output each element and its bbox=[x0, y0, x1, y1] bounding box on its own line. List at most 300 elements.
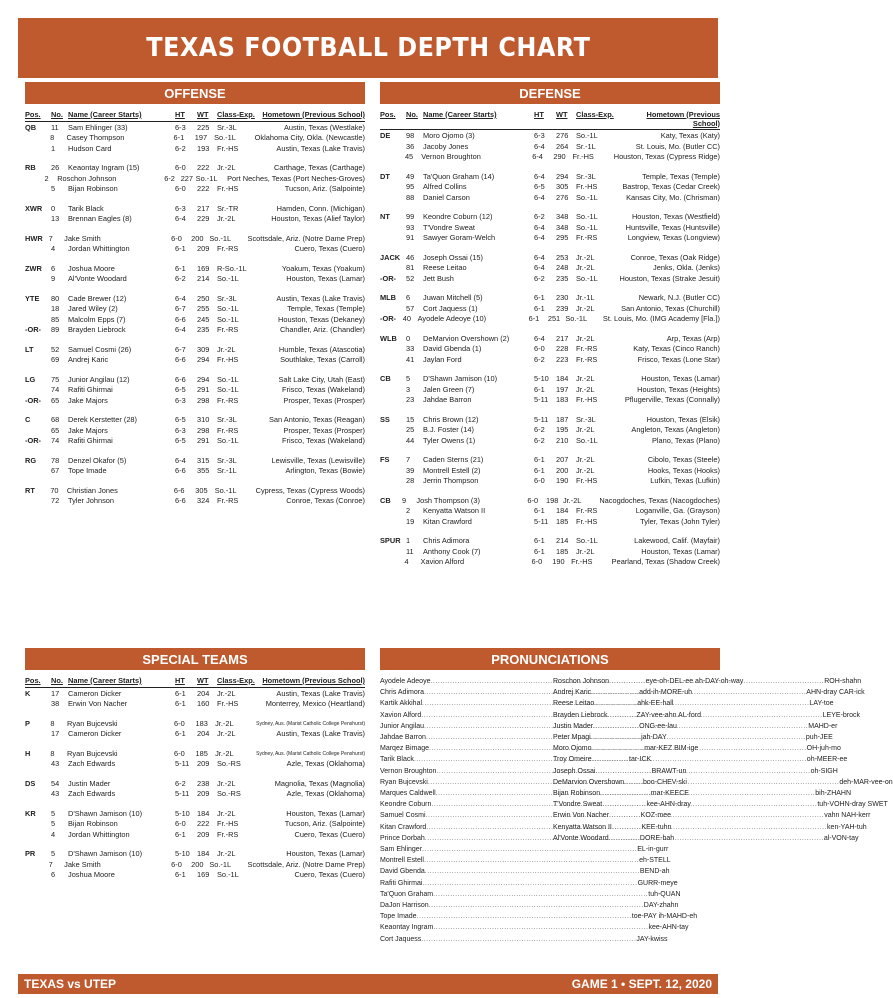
jersey-number-cell: 43 bbox=[51, 759, 60, 769]
position-cell: KR bbox=[25, 808, 36, 818]
height-cell: 6-3 bbox=[175, 122, 186, 132]
weight-cell: 295 bbox=[556, 233, 569, 243]
pronunciation-value: vahn NAH-kerr bbox=[824, 812, 871, 820]
group-spacer bbox=[25, 285, 365, 294]
pronunciation-row bbox=[553, 822, 867, 833]
class-exp-cell: Jr.-2L bbox=[562, 495, 582, 505]
jersey-number-cell: 5 bbox=[406, 374, 411, 384]
jersey-number-cell: 91 bbox=[406, 233, 415, 243]
height-cell: 6-1 bbox=[175, 729, 186, 739]
height-cell: 6-6 bbox=[175, 314, 186, 324]
pronunciation-name: Troy Omeire bbox=[553, 756, 592, 764]
weight-cell: 217 bbox=[556, 333, 569, 343]
pronunciation-row bbox=[553, 743, 841, 754]
height-cell: 6-0 bbox=[174, 748, 185, 758]
height-cell: 6-3 bbox=[175, 203, 186, 213]
height-cell: 6-0 bbox=[534, 344, 545, 354]
height-cell: 6-4 bbox=[534, 141, 545, 151]
hometown-cell: Tucson, Ariz. (Salpointe) bbox=[284, 819, 365, 829]
pronunciation-name: Xavion Alford bbox=[380, 711, 422, 719]
pronunciation-value: boo-CHEV-ski bbox=[643, 778, 687, 786]
weight-cell: 190 bbox=[552, 557, 565, 567]
position-cell: SS bbox=[380, 414, 390, 424]
player-name-cell: Jordan Whittington bbox=[68, 244, 130, 254]
jersey-number-cell: 0 bbox=[406, 333, 411, 343]
player-name-cell: Ryan Bujcevski bbox=[67, 748, 118, 758]
table-row bbox=[380, 233, 720, 244]
table-row bbox=[25, 184, 365, 195]
height-cell: 6-1 bbox=[534, 506, 545, 516]
column-header-ht: HT bbox=[534, 110, 544, 119]
hometown-cell: Austin, Texas (Lake Travis) bbox=[276, 293, 365, 303]
class-exp-cell: So.-1L bbox=[217, 374, 239, 384]
pronunciation-row bbox=[380, 855, 671, 866]
hometown-cell: Houston, Texas (Strake Jesuit) bbox=[619, 273, 720, 283]
pronunciation-value: GURR-meye bbox=[637, 879, 678, 887]
player-name-cell: Cameron Dicker bbox=[68, 688, 122, 698]
player-name-cell: Joshua Moore bbox=[68, 263, 115, 273]
jersey-number-cell: 7 bbox=[48, 233, 53, 243]
position-cell: -OR- bbox=[25, 436, 42, 446]
pronunciation-name: Moro Ojomo bbox=[553, 745, 592, 753]
jersey-number-cell: 9 bbox=[402, 495, 407, 505]
player-name-cell: Ryan Bujcevski bbox=[67, 718, 118, 728]
height-cell: 6-0 bbox=[174, 718, 185, 728]
class-exp-cell: Sr.-1L bbox=[217, 466, 237, 476]
player-name-cell: Joshua Moore bbox=[68, 870, 115, 880]
class-exp-cell: So.-1L bbox=[217, 304, 239, 314]
jersey-number-cell: 5 bbox=[51, 808, 56, 818]
player-name-cell: Sam Ehlinger (33) bbox=[68, 122, 128, 132]
position-cell: DT bbox=[380, 171, 390, 181]
hometown-cell: Yoakum, Texas (Yoakum) bbox=[281, 263, 365, 273]
table-row bbox=[380, 557, 720, 568]
player-name-cell: B.J. Foster (14) bbox=[423, 425, 474, 435]
player-name-cell: Hudson Card bbox=[68, 143, 112, 153]
jersey-number-cell: 38 bbox=[51, 699, 60, 709]
position-cell: -OR- bbox=[25, 325, 42, 335]
pronunciation-value: DORE-bah bbox=[639, 834, 675, 842]
weight-cell: 185 bbox=[556, 516, 569, 526]
height-cell: 6-4 bbox=[534, 233, 545, 243]
pronunciation-name: Vernon Broughton bbox=[380, 767, 437, 775]
table-row bbox=[380, 142, 720, 153]
special-teams-table bbox=[25, 677, 365, 881]
class-exp-cell: Jr.-2L bbox=[576, 303, 595, 313]
column-header-no: No. bbox=[51, 676, 63, 685]
weight-cell: 235 bbox=[197, 325, 210, 335]
height-cell: 5-11 bbox=[534, 414, 549, 424]
jersey-number-cell: 17 bbox=[51, 729, 60, 739]
pronunciation-row bbox=[553, 777, 893, 788]
pronunciation-value: LAY-toe bbox=[809, 700, 834, 708]
pronunciation-value: JAY-kwiss bbox=[636, 935, 668, 943]
position-cell: HWR bbox=[25, 233, 43, 243]
jersey-number-cell: 1 bbox=[406, 536, 411, 546]
table-row bbox=[380, 506, 720, 517]
hometown-cell: Houston, Texas (Cypress Ridge) bbox=[613, 152, 720, 162]
table-row bbox=[380, 395, 720, 406]
weight-cell: 209 bbox=[197, 759, 210, 769]
weight-cell: 185 bbox=[556, 546, 569, 556]
player-name-cell: Junior Angilau (12) bbox=[68, 374, 130, 384]
height-cell: 6-1 bbox=[534, 536, 545, 546]
table-row bbox=[25, 749, 365, 760]
hometown-cell: Houston, Texas (Lamar) bbox=[286, 808, 365, 818]
hometown-cell: Cuero, Texas (Cuero) bbox=[294, 244, 365, 254]
weight-cell: 214 bbox=[556, 536, 569, 546]
pronunciation-name: T'Vondre Sweat bbox=[553, 801, 603, 809]
group-spacer bbox=[25, 336, 365, 345]
pronunciation-row bbox=[553, 676, 862, 687]
class-exp-cell: Sr.-3L bbox=[217, 455, 237, 465]
height-cell: 6-2 bbox=[534, 273, 545, 283]
height-cell: 6-6 bbox=[175, 355, 186, 365]
hometown-cell: Sydney, Aus. (Marist Catholic College Penshurst) bbox=[256, 720, 365, 727]
player-name-cell: Rafiti Ghirmai bbox=[68, 436, 113, 446]
hometown-cell: Cuero, Texas (Cuero) bbox=[294, 870, 365, 880]
weight-cell: 298 bbox=[197, 425, 210, 435]
hometown-cell: Lakewood, Calif. (Mayfair) bbox=[634, 536, 720, 546]
weight-cell: 217 bbox=[197, 203, 210, 213]
table-row bbox=[25, 860, 365, 871]
jersey-number-cell: 4 bbox=[51, 244, 56, 254]
class-exp-cell: So.-1L bbox=[576, 222, 598, 232]
class-exp-cell: So.-1L bbox=[576, 536, 598, 546]
height-cell: 6-2 bbox=[175, 143, 186, 153]
pronunciation-name: Peter Mpagi bbox=[553, 734, 591, 742]
pronunciation-name: Junior Angilau bbox=[380, 722, 424, 730]
weight-cell: 298 bbox=[197, 395, 210, 405]
height-cell: 6-4 bbox=[175, 214, 186, 224]
jersey-number-cell: 43 bbox=[51, 789, 60, 799]
pronunciation-row bbox=[553, 833, 859, 844]
position-cell: -OR- bbox=[380, 314, 397, 324]
player-name-cell: Ayodele Adeoye (10) bbox=[417, 314, 487, 324]
pronunciation-name: David Gbenda bbox=[380, 868, 425, 876]
dot-leader bbox=[593, 721, 808, 732]
height-cell: 6-0 bbox=[531, 557, 543, 567]
table-header-row bbox=[25, 677, 365, 688]
hometown-cell: Salt Lake City, Utah (East) bbox=[278, 374, 365, 384]
pronunciation-name: Marques Caldwell bbox=[380, 790, 436, 798]
table-row bbox=[380, 385, 720, 396]
weight-cell: 200 bbox=[556, 465, 569, 475]
class-exp-cell: Sr.-1L bbox=[576, 141, 596, 151]
class-exp-cell: Fr.-HS bbox=[576, 182, 598, 192]
pronunciation-value: eh-STELL bbox=[639, 857, 671, 865]
weight-cell: 324 bbox=[197, 496, 210, 506]
class-exp-cell: Jr.-2L bbox=[576, 465, 595, 475]
hometown-cell: Lufkin, Texas (Lufkin) bbox=[650, 476, 720, 486]
pronunciation-name: Samuel Cosmi bbox=[380, 812, 426, 820]
hometown-cell: Tucson, Ariz. (Salpointe) bbox=[284, 184, 365, 194]
weight-cell: 229 bbox=[197, 214, 210, 224]
table-row bbox=[25, 174, 365, 185]
dot-leader bbox=[607, 710, 822, 721]
class-exp-cell: Jr.-2L bbox=[576, 425, 595, 435]
pronunciations-list bbox=[380, 676, 893, 945]
weight-cell: 250 bbox=[197, 293, 210, 303]
pronunciation-name: Al'Vonte Woodard bbox=[553, 834, 609, 842]
weight-cell: 209 bbox=[197, 829, 210, 839]
hometown-cell: Houston, Texas (Lamar) bbox=[641, 546, 720, 556]
pronunciation-value: bih-ZHAHN bbox=[815, 790, 852, 798]
table-row bbox=[25, 234, 365, 245]
class-exp-cell: Jr.-2L bbox=[217, 808, 236, 818]
jersey-number-cell: 75 bbox=[51, 374, 60, 384]
class-exp-cell: Jr.-1L bbox=[576, 293, 595, 303]
jersey-number-cell: 57 bbox=[406, 303, 415, 313]
player-name-cell: Jordan Whittington bbox=[68, 829, 130, 839]
height-cell: 6-0 bbox=[171, 233, 182, 243]
pronunciation-name: Justin Mader bbox=[553, 722, 594, 730]
position-cell: CB bbox=[380, 495, 391, 505]
player-name-cell: Chris Brown (12) bbox=[423, 414, 479, 424]
table-row bbox=[380, 304, 720, 315]
pronunciation-value: ken-YAH-tuh bbox=[827, 823, 867, 831]
height-cell: 6-2 bbox=[534, 435, 545, 445]
jersey-number-cell: 93 bbox=[406, 222, 415, 232]
player-name-cell: Cade Brewer (12) bbox=[68, 293, 127, 303]
pronunciation-name: Joseph Ossai bbox=[553, 767, 596, 775]
pronunciation-name: Andrej Karic bbox=[553, 689, 592, 697]
pronunciation-row bbox=[380, 866, 670, 877]
pronunciation-name: Tope Imade bbox=[380, 913, 417, 921]
weight-cell: 248 bbox=[556, 263, 569, 273]
special-teams-header: SPECIAL TEAMS bbox=[25, 648, 365, 670]
weight-cell: 348 bbox=[556, 212, 569, 222]
pronunciation-name: Marqez Bimage bbox=[380, 745, 430, 753]
dot-leader bbox=[595, 766, 810, 777]
class-exp-cell: Fr.-RS bbox=[217, 496, 239, 506]
jersey-number-cell: 5 bbox=[51, 819, 56, 829]
class-exp-cell: Fr.-HS bbox=[217, 819, 239, 829]
pronunciation-row bbox=[553, 766, 838, 777]
table-row bbox=[380, 263, 720, 274]
weight-cell: 235 bbox=[556, 273, 569, 283]
class-exp-cell: Fr.-HS bbox=[217, 355, 239, 365]
group-spacer bbox=[380, 203, 720, 212]
jersey-number-cell: 36 bbox=[406, 141, 415, 151]
class-exp-cell: So.-1L bbox=[214, 485, 237, 495]
player-name-cell: Chris Adimora bbox=[423, 536, 470, 546]
height-cell: 5-10 bbox=[175, 808, 190, 818]
jersey-number-cell: 7 bbox=[48, 859, 53, 869]
table-row bbox=[25, 849, 365, 860]
jersey-number-cell: 9 bbox=[51, 274, 56, 284]
hometown-cell: Houston, Texas (Lamar) bbox=[286, 274, 365, 284]
player-name-cell: Jaylan Ford bbox=[423, 354, 462, 364]
class-exp-cell: Fr.-RS bbox=[217, 829, 239, 839]
column-header-home: Hometown (Previous School) bbox=[262, 110, 365, 119]
table-row bbox=[380, 193, 720, 204]
weight-cell: 183 bbox=[195, 718, 208, 728]
jersey-number-cell: 8 bbox=[50, 133, 55, 143]
position-cell: H bbox=[25, 748, 31, 758]
jersey-number-cell: 54 bbox=[51, 778, 60, 788]
height-cell: 6-1 bbox=[534, 546, 545, 556]
pronunciation-name: Kitan Crawford bbox=[380, 823, 427, 831]
hometown-cell: Magnolia, Texas (Magnolia) bbox=[274, 778, 365, 788]
class-exp-cell: Sr.-3L bbox=[576, 414, 596, 424]
jersey-number-cell: 17 bbox=[51, 688, 60, 698]
player-name-cell: DeMarvion Overshown (2) bbox=[423, 333, 510, 343]
pronunciation-row bbox=[380, 844, 669, 855]
jersey-number-cell: 33 bbox=[406, 344, 415, 354]
weight-cell: 305 bbox=[556, 182, 569, 192]
weight-cell: 184 bbox=[197, 849, 210, 859]
group-spacer bbox=[380, 365, 720, 374]
class-exp-cell: Sr.-3L bbox=[217, 293, 237, 303]
pronunciation-name: Kenyatta Watson II bbox=[553, 823, 612, 831]
class-exp-cell: Jr.-2L bbox=[217, 214, 236, 224]
position-cell: DS bbox=[25, 778, 36, 788]
column-header-pos: Pos. bbox=[380, 110, 396, 119]
class-exp-cell: Jr.-2L bbox=[576, 263, 595, 273]
jersey-number-cell: 44 bbox=[406, 435, 415, 445]
dot-leader bbox=[609, 676, 824, 687]
height-cell: 6-3 bbox=[175, 425, 186, 435]
position-cell: ZWR bbox=[25, 263, 42, 273]
pronunciation-row bbox=[553, 810, 871, 821]
jersey-number-cell: 7 bbox=[406, 455, 411, 465]
pronunciation-row bbox=[553, 721, 838, 732]
table-row bbox=[380, 293, 720, 304]
jersey-number-cell: 52 bbox=[51, 344, 60, 354]
hometown-cell: Scottsdale, Ariz. (Notre Dame Prep) bbox=[247, 859, 366, 869]
class-exp-cell: Jr.-2L bbox=[217, 778, 236, 788]
weight-cell: 210 bbox=[556, 435, 569, 445]
weight-cell: 222 bbox=[197, 819, 210, 829]
position-cell: C bbox=[25, 415, 31, 425]
group-spacer bbox=[25, 740, 365, 749]
class-exp-cell: So.-1L bbox=[217, 436, 239, 446]
pronunciation-row bbox=[553, 754, 848, 765]
pronunciation-value: oh-MEER-ee bbox=[806, 756, 848, 764]
hometown-cell: Angleton, Texas (Angleton) bbox=[631, 425, 720, 435]
jersey-number-cell: 1 bbox=[51, 143, 56, 153]
table-row bbox=[380, 476, 720, 487]
table-row bbox=[25, 396, 365, 407]
group-spacer bbox=[25, 800, 365, 809]
pronunciation-value: ahk-EE-hall bbox=[637, 700, 674, 708]
hometown-cell: Arp, Texas (Arp) bbox=[666, 333, 720, 343]
player-name-cell: Caden Sterns (21) bbox=[423, 455, 484, 465]
table-row bbox=[25, 244, 365, 255]
group-spacer bbox=[25, 255, 365, 264]
hometown-cell: San Antonio, Texas (Churchill) bbox=[621, 303, 720, 313]
title-banner bbox=[18, 18, 718, 78]
class-exp-cell: So.-RS bbox=[217, 789, 241, 799]
pronunciation-row bbox=[380, 889, 681, 900]
column-header-wt: WT bbox=[197, 676, 209, 685]
jersey-number-cell: 46 bbox=[406, 252, 415, 262]
pronunciation-row bbox=[553, 687, 865, 698]
hometown-cell: Pflugerville, Texas (Connally) bbox=[624, 395, 720, 405]
pronunciation-name: Ryan Bujcevski bbox=[380, 778, 428, 786]
weight-cell: 183 bbox=[556, 395, 569, 405]
height-cell: 6-4 bbox=[534, 222, 545, 232]
height-cell: 6-4 bbox=[175, 293, 186, 303]
weight-cell: 225 bbox=[197, 122, 210, 132]
class-exp-cell: Fr.-RS bbox=[217, 325, 239, 335]
hometown-cell: Arlington, Texas (Bowie) bbox=[285, 466, 365, 476]
weight-cell: 294 bbox=[556, 171, 569, 181]
height-cell: 6-0 bbox=[534, 476, 545, 486]
player-name-cell: Jacoby Jones bbox=[423, 141, 469, 151]
pronunciation-name: Jahdae Barron bbox=[380, 734, 426, 742]
jersey-number-cell: 81 bbox=[406, 263, 415, 273]
table-row bbox=[25, 789, 365, 800]
table-row bbox=[25, 355, 365, 366]
height-cell: 6-1 bbox=[175, 699, 186, 709]
pronunciation-value: oh-SIGH bbox=[810, 767, 838, 775]
hometown-cell: St. Louis, Mo. (IMG Academy [Fla.]) bbox=[602, 314, 720, 324]
class-exp-cell: Fr.-HS bbox=[217, 699, 239, 709]
jersey-number-cell: 74 bbox=[51, 436, 60, 446]
position-cell: RT bbox=[25, 485, 35, 495]
class-exp-cell: So.-1L bbox=[576, 212, 598, 222]
class-exp-cell: Jr.-2L bbox=[576, 455, 595, 465]
group-spacer bbox=[25, 195, 365, 204]
table-row bbox=[25, 274, 365, 285]
hometown-cell: Austin, Texas (Westlake) bbox=[283, 122, 365, 132]
jersey-number-cell: 8 bbox=[50, 718, 55, 728]
pronunciation-row bbox=[553, 788, 852, 799]
hometown-cell: Houston, Texas (Dekaney) bbox=[278, 314, 365, 324]
jersey-number-cell: 67 bbox=[51, 466, 60, 476]
offense-depth-table bbox=[25, 111, 365, 507]
player-name-cell: Brayden Liebrock bbox=[68, 325, 126, 335]
jersey-number-cell: 6 bbox=[51, 263, 56, 273]
table-row bbox=[25, 214, 365, 225]
height-cell: 6-1 bbox=[534, 303, 545, 313]
weight-cell: 209 bbox=[197, 244, 210, 254]
height-cell: 5-10 bbox=[534, 374, 549, 384]
pronunciation-row bbox=[553, 698, 834, 709]
height-cell: 5-10 bbox=[175, 849, 190, 859]
pronunciation-name: Brayden Liebrock bbox=[553, 711, 608, 719]
hometown-cell: Prosper, Texas (Prosper) bbox=[283, 395, 365, 405]
jersey-number-cell: 6 bbox=[51, 870, 56, 880]
height-cell: 6-5 bbox=[175, 415, 186, 425]
jersey-number-cell: 2 bbox=[44, 173, 49, 183]
height-cell: 6-6 bbox=[173, 485, 185, 495]
table-row bbox=[25, 870, 365, 881]
pronunciation-value: EL-in-gurr bbox=[637, 846, 669, 854]
table-row bbox=[380, 547, 720, 558]
player-name-cell: Samuel Cosmi (26) bbox=[68, 344, 132, 354]
weight-cell: 230 bbox=[556, 293, 569, 303]
hometown-cell: Sydney, Aus. (Marist Catholic College Penshurst) bbox=[256, 750, 365, 757]
weight-cell: 294 bbox=[197, 374, 210, 384]
pronunciation-row bbox=[553, 799, 888, 810]
player-name-cell: Jalen Green (7) bbox=[423, 384, 475, 394]
height-cell: 6-5 bbox=[534, 182, 545, 192]
height-cell: 6-6 bbox=[175, 374, 186, 384]
weight-cell: 255 bbox=[197, 304, 210, 314]
table-row bbox=[25, 819, 365, 830]
group-spacer bbox=[380, 163, 720, 172]
pronunciation-name: Ayodele Adeoye bbox=[380, 678, 431, 685]
player-name-cell: Casey Thompson bbox=[66, 133, 125, 143]
table-row bbox=[380, 253, 720, 264]
player-name-cell: Cameron Dicker bbox=[68, 729, 122, 739]
pronunciation-row bbox=[553, 732, 833, 743]
height-cell: 6-7 bbox=[175, 304, 186, 314]
jersey-number-cell: 74 bbox=[51, 385, 60, 395]
